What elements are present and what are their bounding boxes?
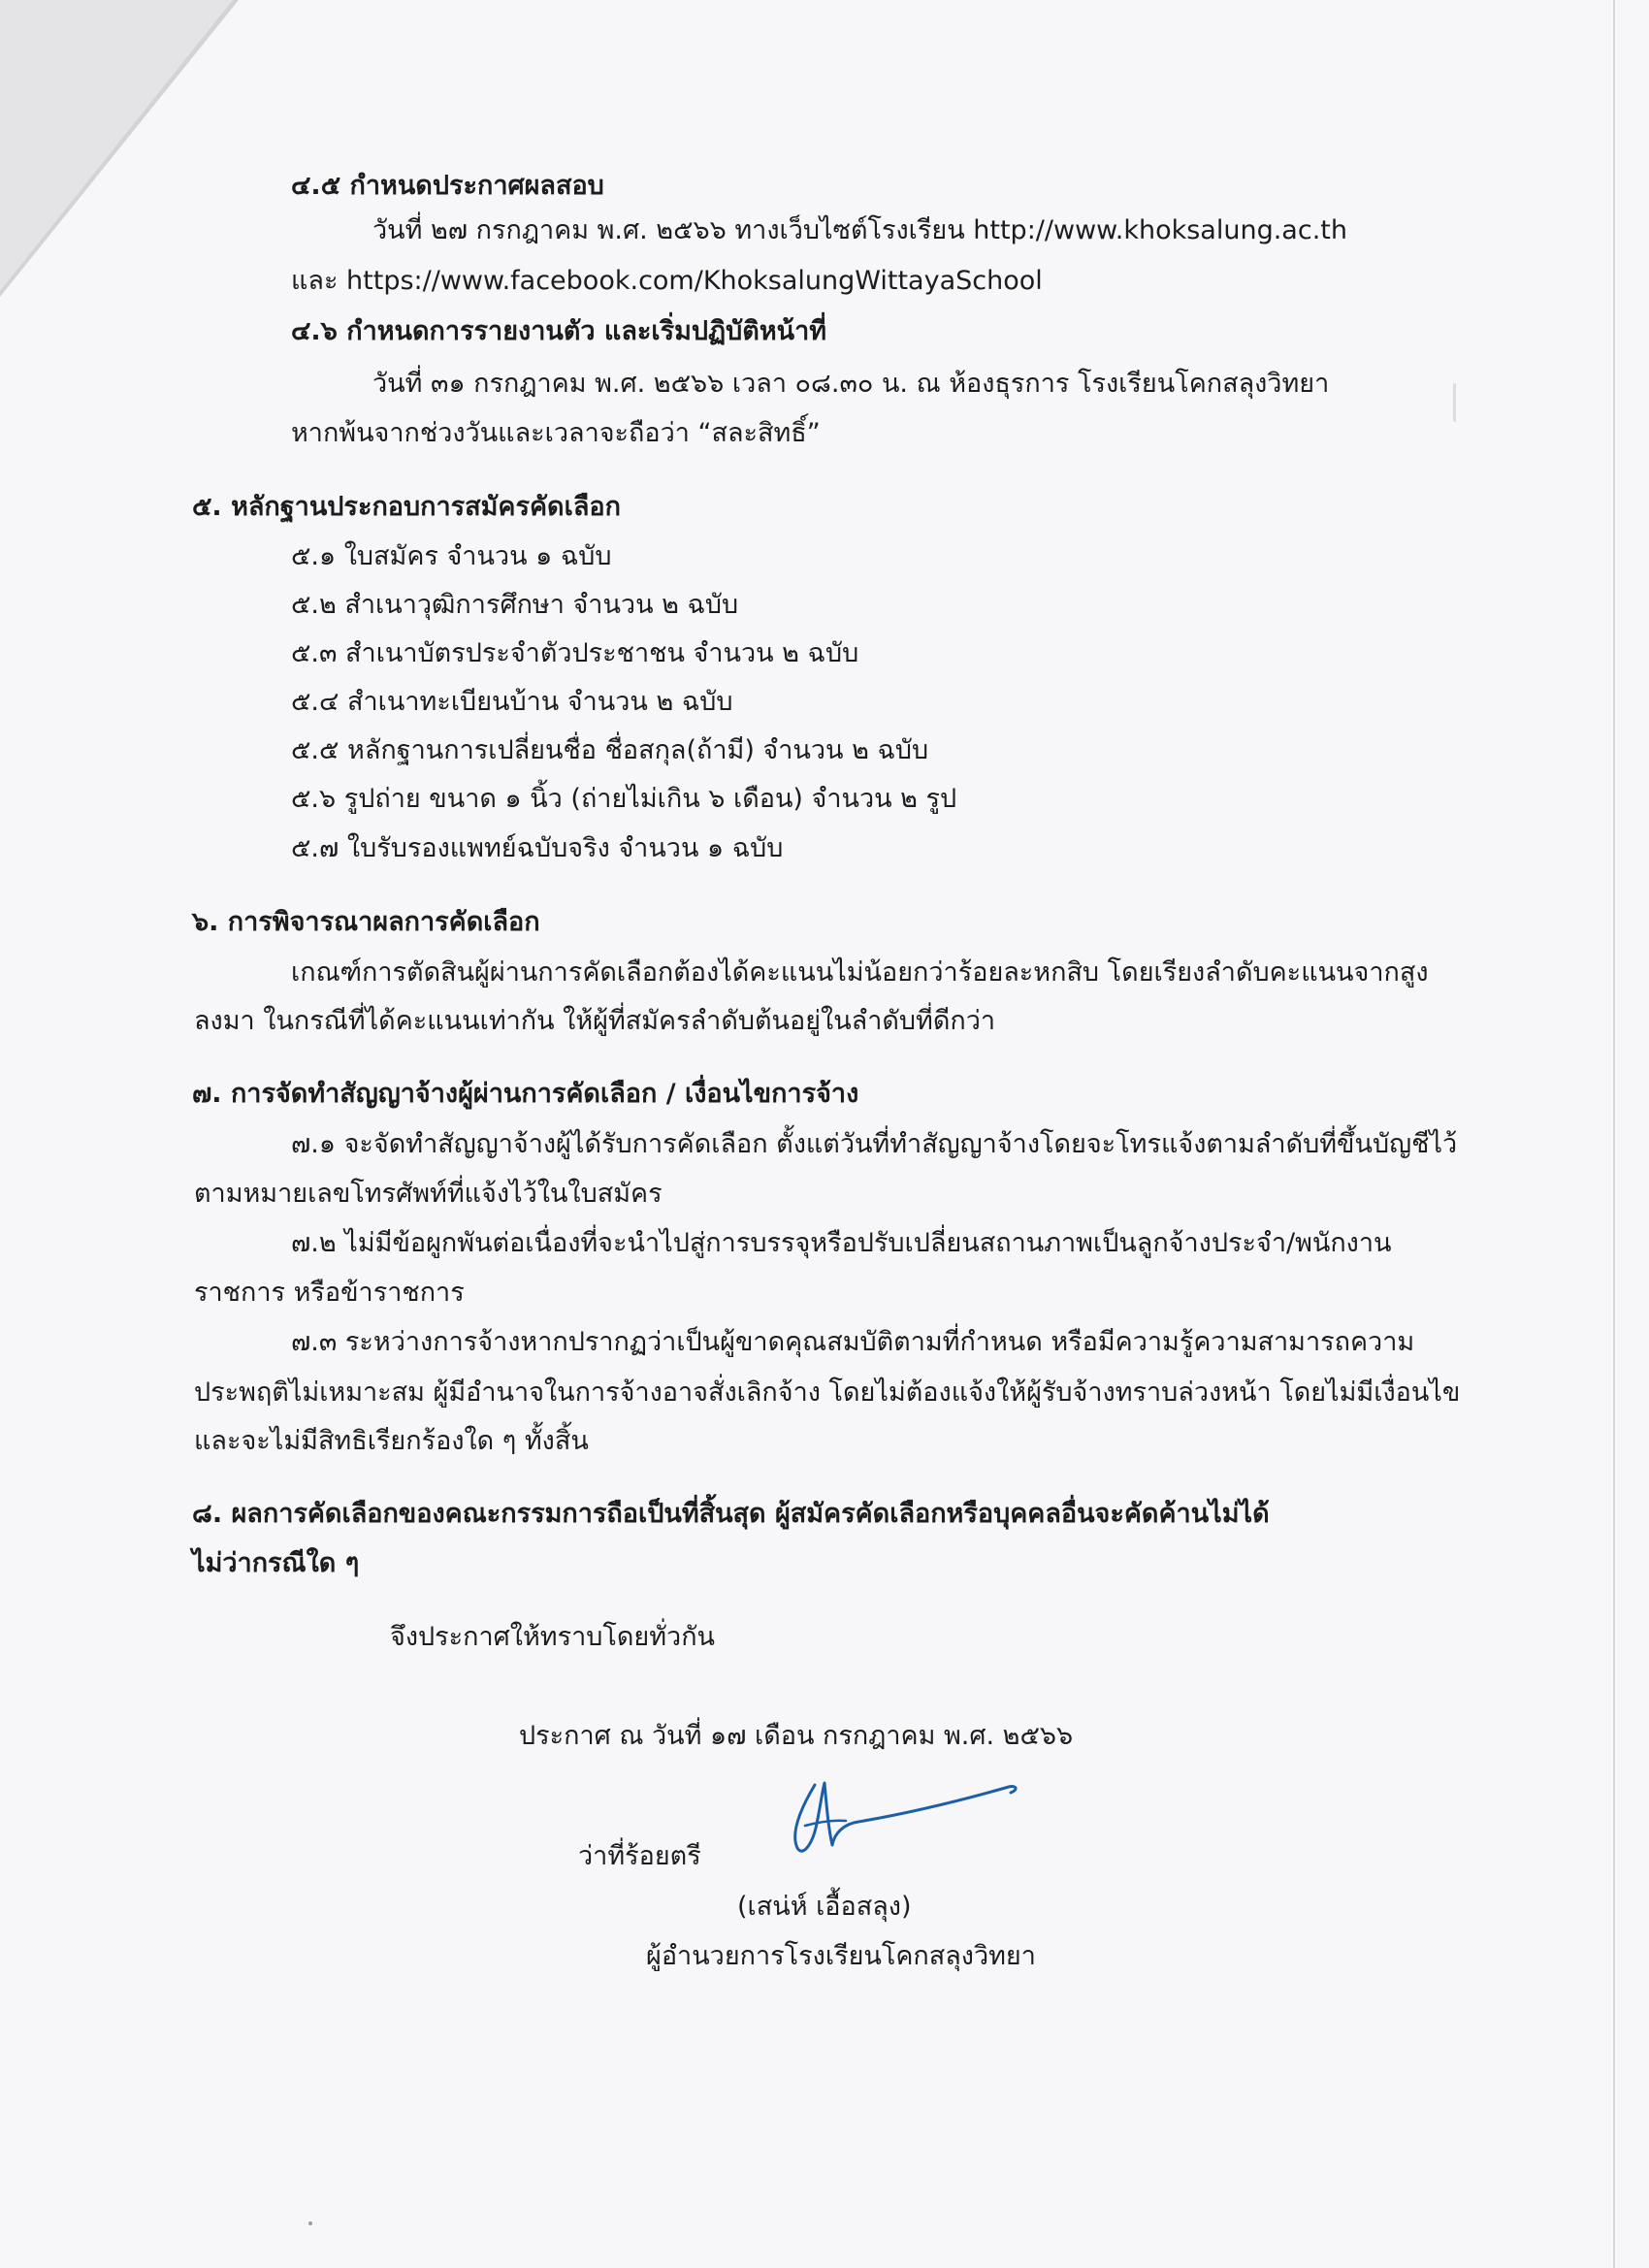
section-7-3-line: และจะไม่มีสิทธิเรียกร้องใด ๆ ทั้งสิ้น (194, 1426, 589, 1456)
section-8-line: ไม่ว่ากรณีใด ๆ (192, 1548, 360, 1578)
signatory-position: ผู้อำนวยการโรงเรียนโคกสลุงวิทยา (646, 1941, 1036, 1971)
section-4-5-line: วันที่ ๒๗ กรกฎาคม พ.ศ. ๒๕๖๖ ทางเว็บไซต์โรงเรียน http://www.khoksalung.ac.th (372, 215, 1347, 245)
section-5-heading: ๕. หลักฐานประกอบการสมัครคัดเลือก (192, 492, 621, 522)
handwritten-signature-icon (776, 1766, 1028, 1863)
section-4-6-line: หากพ้นจากช่วงวันและเวลาจะถือว่า “สละสิทธิ์” (291, 418, 821, 448)
scan-speck (308, 2221, 312, 2225)
section-5-item: ๕.๗ ใบรับรองแพทย์ฉบับจริง จำนวน ๑ ฉบับ (291, 833, 784, 863)
section-7-1-line: ๗.๑ จะจัดทำสัญญาจ้างผู้ได้รับการคัดเลือก ตั้งแต่วันที่ทำสัญญาจ้างโดยจะโทรแจ้งตามลำดับที่ขึ้นบัญชีไว้ (291, 1129, 1458, 1159)
signatory-name: (เสน่ห์ เอื้อสลุง) (737, 1892, 912, 1922)
section-4-6-heading: ๔.๖ กำหนดการรายงานตัว และเริ่มปฏิบัติหน้าที่ (291, 316, 827, 346)
section-5-item: ๕.๔ สำเนาทะเบียนบ้าน จำนวน ๒ ฉบับ (291, 687, 733, 717)
section-4-5-line: และ https://www.facebook.com/KhoksalungWittayaSchool (291, 266, 1043, 296)
section-5-item: ๕.๒ สำเนาวุฒิการศึกษา จำนวน ๒ ฉบับ (291, 590, 739, 620)
section-7-3-line: ประพฤติไม่เหมาะสม ผู้มีอำนาจในการจ้างอาจสั่งเลิกจ้าง โดยไม่ต้องแจ้งให้ผู้รับจ้างทราบล่วงหน้า โดยไม่มีเงื่อนไข (194, 1377, 1461, 1408)
section-8-line: ๘. ผลการคัดเลือกของคณะกรรมการถือเป็นที่สิ้นสุด ผู้สมัครคัดเลือกหรือบุคคลอื่นจะคัดค้านไม่ได้ (192, 1499, 1270, 1529)
section-7-heading: ๗. การจัดทำสัญญาจ้างผู้ผ่านการคัดเลือก / เงื่อนไขการจ้าง (192, 1079, 859, 1109)
section-7-3-line: ๗.๓ ระหว่างการจ้างหากปรากฏว่าเป็นผู้ขาดคุณสมบัติตามที่กำหนด หรือมีความรู้ความสามารถความ (291, 1327, 1415, 1357)
section-4-6-line: วันที่ ๓๑ กรกฎาคม พ.ศ. ๒๕๖๖ เวลา ๐๘.๓๐ น. ณ ห้องธุรการ โรงเรียนโคกสลุงวิทยา (372, 369, 1330, 399)
section-5-item: ๕.๖ รูปถ่าย ขนาด ๑ นิ้ว (ถ่ายไม่เกิน ๖ เดือน) จำนวน ๒ รูป (291, 784, 957, 814)
signatory-rank: ว่าที่ร้อยตรี (578, 1841, 701, 1871)
section-7-2-line: ราชการ หรือข้าราชการ (194, 1278, 465, 1308)
section-7-2-line: ๗.๒ ไม่มีข้อผูกพันต่อเนื่องที่จะนำไปสู่การบรรจุหรือปรับเปลี่ยนสถานภาพเป็นลูกจ้างประจำ/พนักงาน (291, 1228, 1392, 1258)
section-5-item: ๕.๓ สำเนาบัตรประจำตัวประชาชน จำนวน ๒ ฉบับ (291, 638, 859, 668)
section-6-heading: ๖. การพิจารณาผลการคัดเลือก (192, 907, 540, 937)
section-5-item: ๕.๑ ใบสมัคร จำนวน ๑ ฉบับ (291, 541, 612, 571)
closing-announce: จึงประกาศให้ทราบโดยทั่วกัน (390, 1622, 715, 1652)
section-6-line: ลงมา ในกรณีที่ได้คะแนนเท่ากัน ให้ผู้ที่สมัครลำดับต้นอยู่ในลำดับที่ดีกว่า (194, 1006, 996, 1036)
section-4-5-heading: ๔.๕ กำหนดประกาศผลสอบ (291, 171, 604, 201)
section-7-1-line: ตามหมายเลขโทรศัพท์ที่แจ้งไว้ในใบสมัคร (194, 1179, 663, 1209)
closing-date: ประกาศ ณ วันที่ ๑๗ เดือน กรกฎาคม พ.ศ. ๒๕๖๖ (519, 1721, 1074, 1751)
section-6-line: เกณฑ์การตัดสินผู้ผ่านการคัดเลือกต้องได้คะแนนไม่น้อยกว่าร้อยละหกสิบ โดยเรียงลำดับคะแนนจากสูง (291, 957, 1429, 988)
section-5-item: ๕.๕ หลักฐานการเปลี่ยนชื่อ ชื่อสกุล(ถ้ามี) จำนวน ๒ ฉบับ (291, 735, 929, 765)
